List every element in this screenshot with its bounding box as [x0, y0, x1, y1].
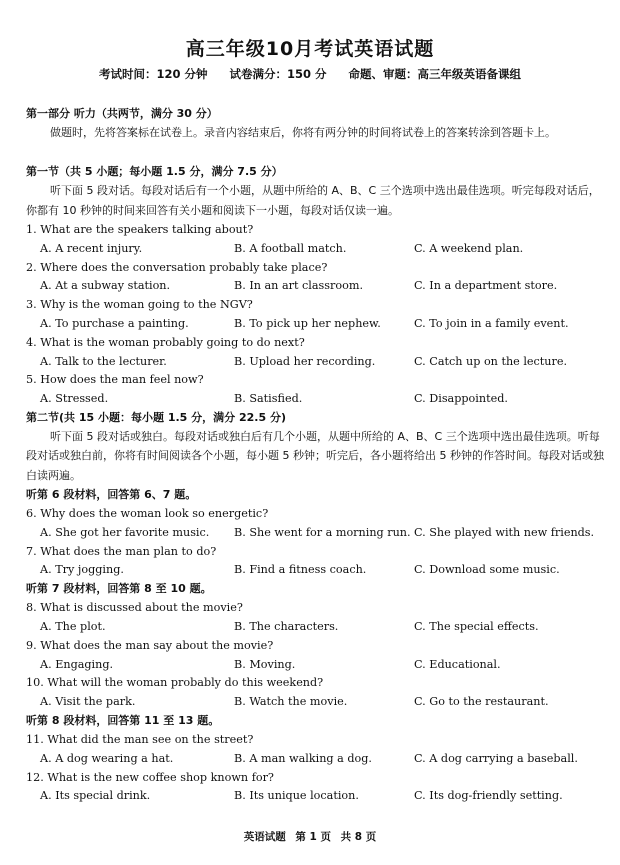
question-stem: 5. How does the man feel now?	[26, 373, 204, 387]
exam-time: 考试时间：120 分钟	[98, 67, 208, 81]
option-c: C. Disappointed.	[414, 392, 508, 406]
question-options	[26, 655, 604, 674]
part1-heading: 第一部分 听力（共两节，满分 30 分）	[26, 107, 218, 120]
option-a: A. Talk to the lecturer.	[40, 354, 167, 368]
option-b: B. Watch the movie.	[234, 695, 348, 709]
option-c: C. To join in a family event.	[414, 316, 569, 330]
section1-instruction: 听下面 5 段对话。每段对话后有一个小题，从题中所给的 A、B、C 三个选项中选出最佳选项。听完每段对话后，你都有 10 秒钟的时间来回答有关小题和阅读下一小题，每段对话仅读一遍。	[26, 184, 600, 217]
question-options	[26, 389, 604, 408]
option-c: C. A weekend plan.	[414, 241, 524, 255]
question-stem: 9. What does the man say about the movie?	[26, 638, 274, 652]
option-a: A. The plot.	[40, 619, 106, 633]
option-b: B. A man walking a dog.	[234, 751, 372, 765]
question-4	[26, 333, 604, 371]
page-footer	[0, 829, 620, 844]
question-options	[26, 276, 604, 295]
option-a: A. She got her favorite music.	[40, 525, 210, 539]
question-stem: 12. What is the new coffee shop known for?	[26, 770, 274, 784]
option-b: B. The characters.	[234, 619, 339, 633]
option-c: C. Its dog-friendly setting.	[414, 789, 563, 803]
part1-instruction: 做题时，先将答案标在试卷上。录音内容结束后，你将有两分钟的时间将试卷上的答案转涂到答题卡上。	[50, 126, 556, 139]
exam-score: 试卷满分：150 分	[229, 67, 327, 81]
question-stem: 7. What does the man plan to do?	[26, 544, 217, 558]
option-b: B. Find a fitness coach.	[234, 563, 367, 577]
question-5	[26, 370, 604, 408]
question-stem: 2. Where does the conversation probably take place?	[26, 260, 328, 274]
question-stem: 10. What will the woman probably do this weekend?	[26, 676, 324, 690]
question-3	[26, 295, 604, 333]
option-a: A. Engaging.	[40, 657, 114, 671]
option-a: A. Try jogging.	[40, 563, 124, 577]
group-6-heading: 听第 6 段材料，回答第 6、7 题。	[26, 487, 197, 501]
question-stem: 3. Why is the woman going to the NGV?	[26, 298, 253, 312]
question-options	[26, 352, 604, 371]
question-6	[26, 504, 604, 542]
question-12	[26, 768, 604, 806]
option-c: C. Go to the restaurant.	[414, 695, 549, 709]
question-stem: 8. What is discussed about the movie?	[26, 601, 243, 615]
option-a: A. Visit the park.	[40, 695, 136, 709]
option-b: B. Upload her recording.	[234, 354, 376, 368]
question-options	[26, 314, 604, 333]
question-options	[26, 786, 604, 805]
option-c: C. In a department store.	[414, 279, 558, 293]
footer-page-number: 第 1 页	[295, 831, 331, 843]
section2-instruction: 听下面 5 段对话或独白。每段对话或独白后有几个小题，从题中所给的 A、B、C 三个选项中选出最佳选项。听每段对话或独白前，你将有时间阅读各个小题，每小题 5 秒钟；听完后，各小题将给出 5 秒钟的作答时间。每段对话或独白读两遍。	[26, 429, 604, 482]
question-9	[26, 636, 604, 674]
option-b: B. To pick up her nephew.	[234, 316, 381, 330]
question-options	[26, 239, 604, 258]
group-8-heading: 听第 8 段材料，回答第 11 至 13 题。	[26, 713, 220, 727]
question-7	[26, 542, 604, 580]
exam-content	[26, 104, 604, 805]
group-7-heading: 听第 7 段材料，回答第 8 至 10 题。	[26, 582, 212, 596]
question-2	[26, 258, 604, 296]
question-stem: 11. What did the man see on the street?	[26, 732, 254, 746]
option-c: C. Catch up on the lecture.	[414, 354, 568, 368]
option-c: C. A dog carrying a baseball.	[414, 751, 578, 765]
section2-heading: 第二节(共 15 小题：每小题 1.5 分，满分 22.5 分)	[26, 410, 286, 424]
question-stem: 1. What are the speakers talking about?	[26, 223, 254, 236]
option-a: A. A recent injury.	[40, 241, 143, 255]
question-options	[26, 749, 604, 768]
exam-meta	[0, 66, 620, 82]
option-c: C. Download some music.	[414, 563, 560, 577]
footer-subject: 英语试题	[243, 831, 286, 843]
exam-author: 命题、审题：高三年级英语备课组	[348, 67, 522, 81]
question-options	[26, 560, 604, 579]
question-8	[26, 598, 604, 636]
question-1	[26, 220, 604, 258]
option-a: A. At a subway station.	[40, 279, 171, 293]
option-b: B. In an art classroom.	[234, 279, 363, 293]
footer-total-pages: 共 8 页	[340, 831, 377, 843]
option-c: C. Educational.	[414, 657, 501, 671]
option-a: A. A dog wearing a hat.	[40, 751, 174, 765]
question-10	[26, 673, 604, 711]
option-c: C. She played with new friends.	[414, 525, 595, 539]
question-11	[26, 730, 604, 768]
question-options	[26, 523, 604, 542]
page-title: 高三年级10月考试英语试题	[185, 38, 435, 60]
question-options	[26, 617, 604, 636]
question-stem: 4. What is the woman probably going to do next?	[26, 335, 305, 349]
section1-heading: 第一节（共 5 小题；每小题 1.5 分，满分 7.5 分）	[26, 165, 283, 178]
option-b: B. A football match.	[234, 241, 347, 255]
option-a: A. Its special drink.	[40, 789, 151, 803]
option-b: B. Satisfied.	[234, 392, 303, 406]
option-b: B. Moving.	[234, 657, 296, 671]
option-c: C. The special effects.	[414, 619, 539, 633]
question-options	[26, 692, 604, 711]
option-b: B. Its unique location.	[234, 789, 359, 803]
option-a: A. To purchase a painting.	[40, 316, 189, 330]
option-a: A. Stressed.	[40, 392, 109, 406]
question-stem: 6. Why does the woman look so energetic?	[26, 506, 269, 520]
option-b: B. She went for a morning run.	[234, 525, 411, 539]
